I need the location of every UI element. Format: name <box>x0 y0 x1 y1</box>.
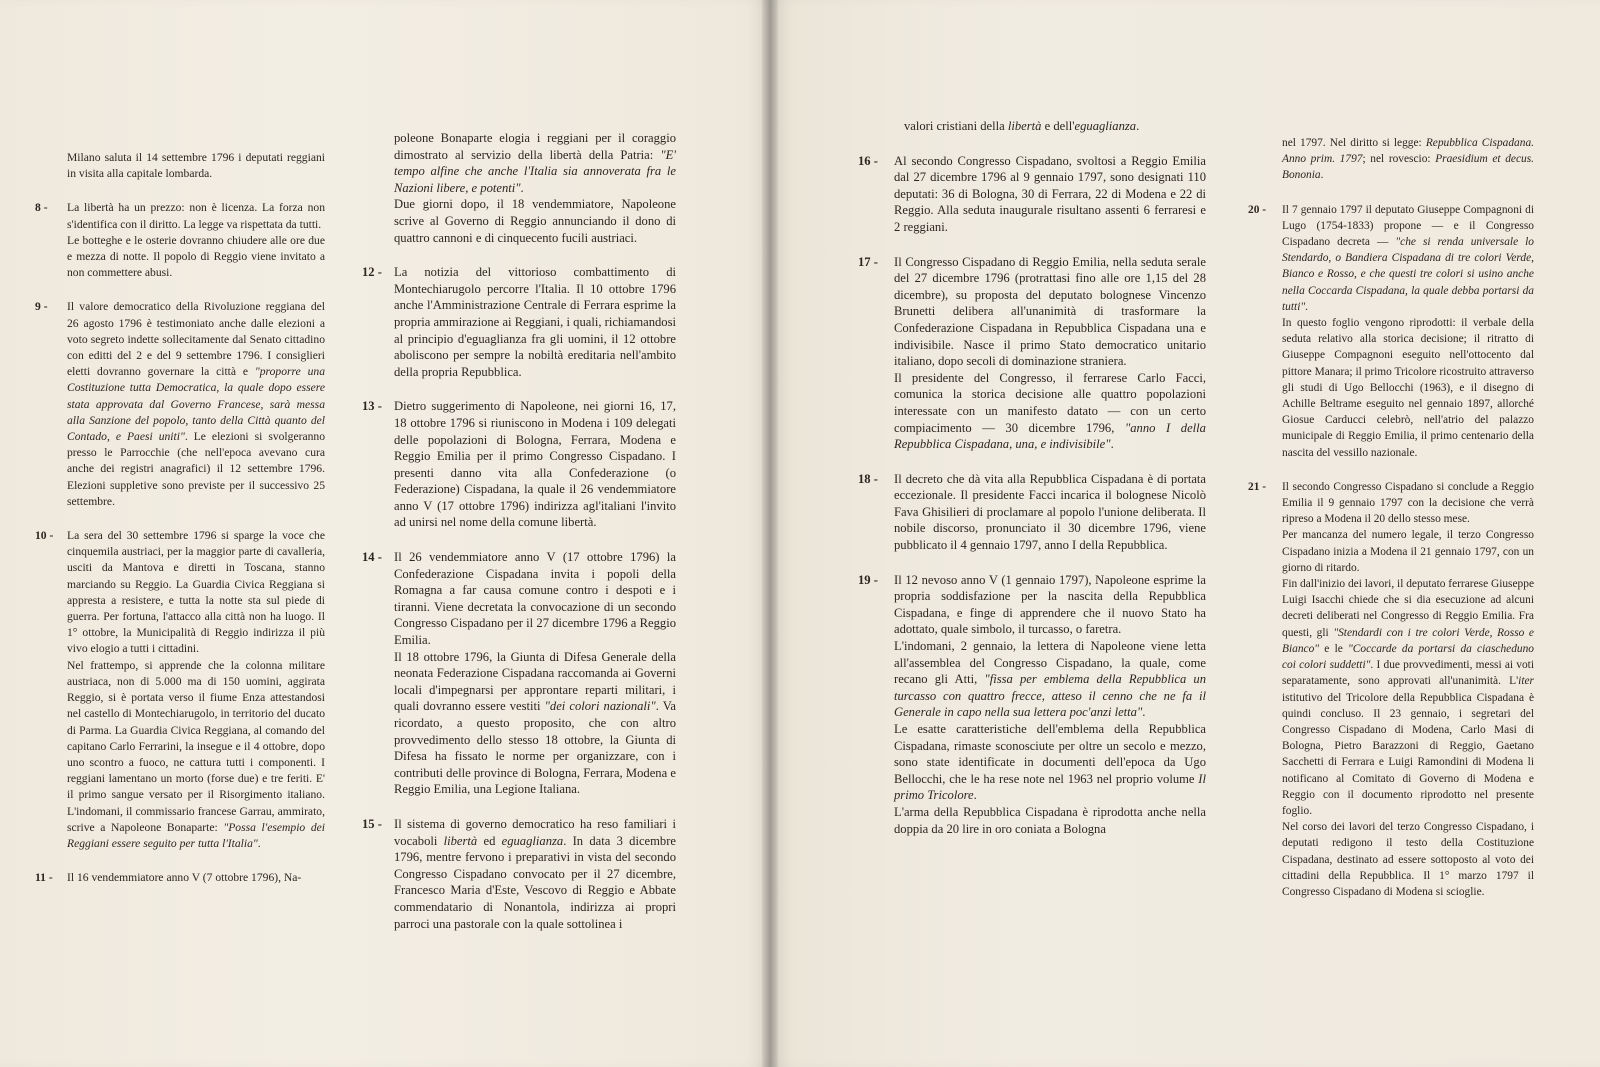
inscription: Praesidium et decus. Bononia <box>1282 153 1534 182</box>
book-gutter <box>762 0 778 1067</box>
entry-paragraph: L'arma della Repubblica Cispadana è riprodotta anche nella doppia da 20 lire in oro coniata a Bologna <box>894 804 1206 836</box>
book-title: Il primo Tricolore <box>894 771 1206 803</box>
entry-paragraph: La sera del 30 settembre 1796 si sparge la voce che cinquemila austriaci, per la maggior parte di cavalleria, usciti da Mantova e diretti in Toscana, stanno marciando su Reggio. La Guardia Civica Reggiana si appresta a resistere, e tutta la notte sta sul piede di guerra. Per fortuna, l'attacco alla città non ha luogo. Il 1° ottobre, la Municipalità di Reggio indirizza il più vivo elogio a tutti i cittadini. <box>67 529 325 656</box>
emphasis: libertà <box>1007 119 1042 133</box>
text-run: ed <box>477 833 502 848</box>
entry-10 <box>35 528 325 852</box>
entry-number: 11 - <box>35 871 53 885</box>
text-run: e dell' <box>1041 119 1075 133</box>
text-run: . Va ricordato, a questo proposito, che con altro provvedimento dello stesso 18 ottobre, la Giunta di Difesa ha fissato le norme per organizzare, con i contributi delle province di Bologna, Ferrara, Modena e Reggio Emilia, una Legione Italiana. <box>394 699 677 797</box>
text-run: Il presidente del Congresso, il ferrarese Carlo Facci, comunica la storica decisione alle quattro popolazioni interessate con un manifesto datato — con un certo compiacimento — 30 dicembre 1796, <box>894 370 1206 435</box>
quotation: "dei colori nazionali" <box>544 699 656 714</box>
text-run: poleone Bonaparte elogia i reggiani per il coraggio dimostrato al servizio della libertà della Patria: <box>394 131 676 162</box>
emphasis: libertà <box>443 833 478 848</box>
left-page <box>0 0 770 1067</box>
quotation: "anno I della Repubblica Cispadana, una, e indivisibile" <box>894 420 1206 452</box>
text-run: . <box>1305 300 1308 313</box>
entry-number: 8 - <box>35 201 48 215</box>
entry-number: 15 - <box>362 816 382 831</box>
text-run: e le <box>1319 642 1349 655</box>
entry-paragraph <box>894 721 1206 804</box>
text-run: . I due provvedimenti, messi ai voti separatamente, sono approvati all'unanimità. L' <box>1282 659 1534 688</box>
quotation: "Possa l'esempio dei Reggiani essere seguito per tutta l'Italia" <box>67 820 325 850</box>
entry-20 <box>1248 202 1534 461</box>
entry-11 <box>35 870 325 886</box>
entry-paragraph <box>394 816 676 932</box>
text-run: valori cristiani della <box>904 119 1008 133</box>
entry-paragraph <box>394 130 676 196</box>
entry-18 <box>858 471 1206 554</box>
entry-16 <box>858 153 1206 236</box>
entry-number: 12 - <box>362 265 382 280</box>
text-run: Il 7 gennaio 1797 il deputato Giuseppe Compagnoni di Lugo (1754-1833) propone — e il Congresso Cispadano decreta — <box>1282 203 1534 249</box>
entry-14 <box>362 549 677 798</box>
entry-paragraph: Nel corso dei lavori del terzo Congresso Cispadano, i deputati redigono il testo della Costituzione Cispadana, destinato ad essere sottoposto al voto dei cittadini della Repubblica. Il 1° marzo 1797 il Congresso Cispadano di Modena si scioglie. <box>1282 821 1534 898</box>
entry-paragraph <box>67 299 325 510</box>
text-run: L'indomani, 2 gennaio, la lettera di Napoleone viene letta all'assemblea del Congresso Cispadano, la quale, come recano gli Atti, <box>894 639 1206 687</box>
emphasis: eguaglianza <box>501 833 564 848</box>
text-run: . In data 3 dicembre 1796, mentre fervono i preparativi in vista del secondo Congresso Cispadano convocato per il 27 dicembre, Francesco Maria d'Este, Vescovo di Reggio e Abbate commendatario di Nonantola, indirizza ai propri parroci una pastorale con la quale sottolinea i <box>394 833 676 931</box>
entry-11-continuation <box>394 130 676 246</box>
entry-15 <box>362 816 676 932</box>
entry-paragraph: Al secondo Congresso Cispadano, svoltosi a Reggio Emilia dal 27 dicembre 1796 al 9 gennaio 1797, sono designati 110 deputati: 36 di Bologna, 30 di Ferrara, 22 di Modena e 22 di Reggio. Alla seduta inaugurale risultano assenti 6 ferraresi e 2 reggiani. <box>894 153 1206 234</box>
intro-text: Milano saluta il 14 settembre 1796 i deputati reggiani in visita alla capitale lombarda. <box>67 151 325 181</box>
entry-paragraph: Il 12 nevoso anno V (1 gennaio 1797), Napoleone esprime la propria soddisfazione per la nascita della Repubblica Cispadana, e finge di apprendere che il nuovo Stato ha adottato, quale simbolo, il turcasso, o faretra. <box>894 572 1206 637</box>
entry-number: 16 - <box>858 153 878 168</box>
entry-19-continuation <box>1282 135 1534 184</box>
entry-number: 13 - <box>362 399 382 414</box>
entry-number: 10 - <box>35 529 54 543</box>
text-run: Il 18 ottobre 1796, la Giunta di Difesa Generale della neonata Federazione Cispadana raccomanda ai Governi locali d'impegnarsi per approntare reparti militari, i quali dovranno essere vestiti <box>394 649 676 714</box>
entry-paragraph: In questo foglio vengono riprodotti: il verbale della seduta relativo alla storica decisione; il ritratto di Giuseppe Compagnoni eseguito nell'ottocento dal pittore Manara; il primo Tricolore ricostruito attraverso gli studi di Ugo Bellocchi (1963), e il disegno di Achille Beltrame eseguito nel gennaio 1897, allorché Giosue Carducci celebrò, nell'atrio del palazzo municipale di Reggio Emilia, il primo centenario della nascita del vessillo nazionale. <box>1282 317 1534 459</box>
entry-paragraph <box>394 649 676 798</box>
text-run: . <box>1320 169 1324 182</box>
entry-paragraph: La libertà ha un prezzo: non è licenza. La forza non s'identifica con il diritto. La legge va rispettata da tutti. <box>67 201 325 231</box>
entry-number: 18 - <box>858 471 878 486</box>
entry-paragraph: Il secondo Congresso Cispadano si conclude a Reggio Emilia il 9 gennaio 1797 con la decisione che verrà ripreso a Modena il 20 dello stesso mese. <box>1282 480 1534 526</box>
entry-21 <box>1248 479 1534 900</box>
quotation: "che si renda universale lo Stendardo, o Bandiera Cispadana di tre colori Verde, Bianco e Rosso, e che questi tre colori si usino anche nella Coccarda Cispadana, la quale debba portarsi da tutti" <box>1282 236 1534 313</box>
entry-paragraph: La notizia del vittorioso combattimento di Montechiarugolo percorre l'Italia. Il 10 ottobre 1796 anche l'Amministrazione Centrale di Ferrara esprime la propria ammirazione ai Reggiani, i quali, richiamandosi al principio d'eguaglianza fra gli uomini, il 12 ottobre aboliscono per sempre la nobiltà ereditaria nell'ambito della propria Repubblica. <box>394 265 676 379</box>
left-column-2 <box>362 130 677 950</box>
entry-17 <box>858 254 1206 453</box>
quotation: "proporre una Costituzione tutta Democratica, la quale dopo essere stata approvata dal Governo Francese, sarà messa alla Sanzione del popolo, tanto della Città quanto del Contado, e Paesi uniti" <box>67 365 325 444</box>
entry-paragraph <box>894 638 1206 721</box>
entry-number: 14 - <box>362 550 382 565</box>
entry-paragraph: Le botteghe e le osterie dovranno chiudere alle ore due e mezza di notte. Il popolo di Reggio viene invitato a non commettere abusi. <box>67 233 325 280</box>
text-run: ; nel rovescio: <box>1362 153 1436 166</box>
entry-paragraph <box>894 118 1206 135</box>
entry-19 <box>858 572 1207 838</box>
text-run: . <box>1110 437 1114 452</box>
entry-paragraph: Il 26 vendemmiatore anno V (17 ottobre 1796) la Confederazione Cispadana invita i popoli della Romagna a far causa comune contro i despoti e i tiranni. Viene decretata la convocazione di un secondo Congresso Cispadano per il 27 dicembre 1796 a Reggio Emilia. <box>394 550 676 648</box>
text-run: Nel frattempo, si apprende che la colonna militare austriaca, non di 5.000 ma di 150 uomini, aggirata Reggio, si è portata verso il fiume Enza attestandosi nel castello di Montechiarugolo, in territorio del ducato di Parma. La Guardia Civica Reggiana, al comando del capitano Carlo Ferrarini, la insegue e il 4 ottobre, dopo uno scontro a fuoco, ne cattura tutti i componenti. I reggiani lamentano un morto (forse due) e tre feriti. E' il primo sangue versato per il Risorgimento italiano. L'indomani, il commissario francese Garrau, ammirato, scrive a Napoleone Bonaparte: <box>67 658 325 834</box>
quotation: "Stendardi con i tre colori Verde, Rosso e Bianco" <box>1282 626 1534 655</box>
entry-number: 9 - <box>35 300 48 314</box>
entry-paragraph: Il Congresso Cispadano di Reggio Emilia, nella seduta serale del 27 dicembre 1796 (protrattasi fino alle ore 1,15 del 28 dicembre), su proposta del deputato bolognese Vincenzo Brunetti delibera all'unanimità di trasformare la Confederazione Cispadana in Repubblica Cispadana una e indivisibile. Nasce il primo Stato democratico unitario italiano, dopo secoli di dominazione straniera. <box>894 254 1206 369</box>
entry-number: 17 - <box>858 254 878 269</box>
entry-paragraph: Il 16 vendemmiatore anno V (7 ottobre 1796), Na- <box>67 871 302 885</box>
entry-number: 20 - <box>1248 203 1267 216</box>
quotation: "fissa per emblema della Repubblica un turcasso con quattro frecce, atteso il cenno che ne fa il Generale in capo nella sua lettera poc'anzi letta" <box>894 672 1207 720</box>
text-run: . Le elezioni si svolgeranno presso le Parrocchie (che nell'epoca avevano cura anche dei registri anagrafici) il 12 settembre 1796. Elezioni suppletive sono previste per il successivo 25 settembre. <box>67 430 325 508</box>
intro-continuation <box>67 150 325 182</box>
entry-9 <box>35 299 325 510</box>
text-run: Il valore democratico della Rivoluzione reggiana del 26 agosto 1796 è testimoniato anche dalle elezioni a voto segreto indette sollecitamente dal Senato cittadino con editti del 2 e del 9 settembre 1796. I consiglieri eletti dovranno governare la città e <box>67 300 325 379</box>
text-run: istitutivo del Tricolore della Repubblica Cispadana è quindi concluso. Il 23 gennaio, i segretari del Congresso Cispadano di Modena, Carlo Masi di Bologna, Pietro Barazzoni di Reggio, Gaetano Sacchetti di Ferrara e Luigi Ramondini di Modena li notificano al Comitato di Governo di Modena e Reggio con il documento riprodotto nel presente foglio. <box>1282 691 1534 817</box>
text-run: . <box>520 180 524 195</box>
entry-number: 21 - <box>1248 480 1267 493</box>
entry-paragraph <box>1282 202 1534 315</box>
quotation: "Coccarde da portarsi da ciascheduno coi colori suddetti" <box>1282 642 1534 672</box>
right-column-2 <box>1248 135 1534 918</box>
entry-paragraph <box>67 658 325 852</box>
entry-paragraph: Il decreto che dà vita alla Repubblica Cispadana è di portata eccezionale. Il presidente Facci incarica il bolognese Nicolò Fava Ghisilieri di proclamare al popolo l'unione deliberata. Il nobile discorso, pronunciato il 30 dicembre 1796, viene pubblicato il 4 gennaio 1797, anno I della Repubblica. <box>894 471 1206 553</box>
text-run: . <box>1142 705 1146 720</box>
entry-paragraph: Dietro suggerimento di Napoleone, nei giorni 16, 17, 18 ottobre 1796 si riuniscono in Modena i 109 delegati delle popolazioni di Bologna, Ferrara, Modena e Reggio Emilia per il primo Congresso Cispadano. I presenti danno vita alla Confederazione (o Federazione) Cispadana, la quale il 26 vendemmiatore anno V (17 ottobre 1796) indirizza agl'italiani l'invito ad unirsi nel nome della comune libertà. <box>394 399 676 530</box>
entry-13 <box>362 398 676 531</box>
entry-paragraph <box>894 370 1206 453</box>
text-run: nel 1797. Nel diritto si legge: <box>1282 137 1426 149</box>
entry-paragraph <box>1282 576 1534 819</box>
left-column-1 <box>35 150 325 904</box>
text-run: . <box>1136 119 1140 133</box>
quotation: "E' tempo alfine che anche l'Italia sia annoverata fra le Nazioni libere, e potenti" <box>394 147 676 195</box>
text-run: . <box>973 788 977 803</box>
text-run: Il sistema di governo democratico ha reso familiari i vocaboli <box>394 816 676 848</box>
entry-8 <box>35 200 325 281</box>
text-run: . <box>257 836 261 850</box>
emphasis: eguaglianza <box>1074 119 1137 133</box>
text-run: Le esatte caratteristiche dell'emblema della Repubblica Cispadana, rimaste sconosciute per oltre un secolo e mezzo, sono state identificate in documenti dell'epoca da Ugo Bellocchi, che le ha rese note nel 1963 nel proprio volume <box>894 722 1206 786</box>
emphasis: iter <box>1518 675 1534 688</box>
entry-paragraph: Per mancanza del numero legale, il terzo Congresso Cispadano inizia a Modena il 21 gennaio 1797, con un giorno di ritardo. <box>1282 529 1534 574</box>
entry-paragraph: Due giorni dopo, il 18 vendemmiatore, Napoleone scrive al Governo di Reggio annunciando il dono di quattro cannoni e di cinquecento fucili austriaci. <box>394 197 676 245</box>
inscription: Repubblica Cispadana. Anno prim. 1797 <box>1282 137 1534 166</box>
right-column-1 <box>858 118 1207 855</box>
entry-paragraph <box>1282 135 1534 184</box>
text-run: Fin dall'inizio dei lavori, il deputato ferrarese Giuseppe Luigi Isacchi chiede che si dia esecuzione ad alcuni decreti deliberati nel Congresso di Reggio Emilia. Fra questi, gli <box>1282 578 1534 639</box>
entry-15-continuation <box>894 118 1206 135</box>
entry-12 <box>362 264 676 380</box>
entry-number: 19 - <box>858 572 878 587</box>
